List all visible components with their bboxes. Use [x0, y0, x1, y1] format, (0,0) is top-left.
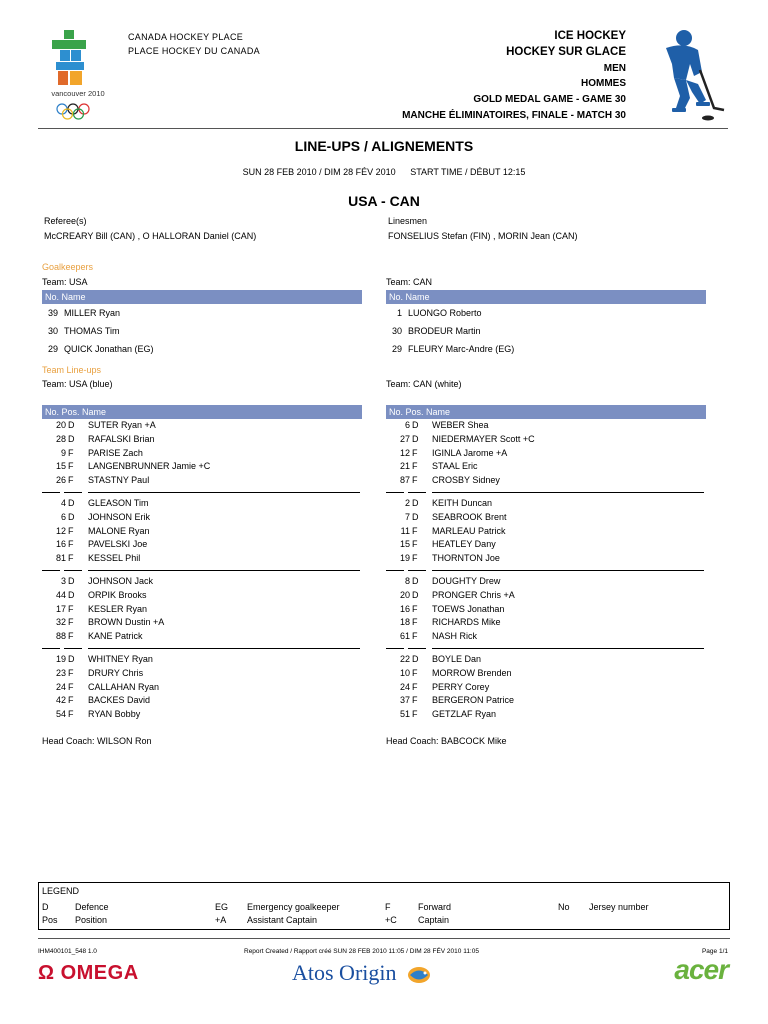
player-name: KANE Patrick: [88, 631, 143, 642]
report-created: Report Created / Rapport créé SUN 28 FEB 2010 11:05 / DIM 28 FÉV 2010 11:05: [244, 948, 479, 955]
player-row: [386, 603, 706, 617]
player-position: D: [68, 420, 75, 430]
hockey-player-icon: [644, 28, 728, 124]
player-position: F: [68, 447, 74, 458]
player-name: MARLEAU Patrick: [432, 525, 506, 536]
jersey-number: 9: [60, 447, 66, 458]
jersey-number: 2: [404, 497, 410, 508]
jersey-number: 20: [55, 420, 66, 430]
player-row: [386, 474, 706, 488]
player-position: D: [68, 433, 75, 444]
player-row: [386, 681, 706, 695]
player-position: D: [68, 511, 75, 522]
player-name: PARISE Zach: [88, 447, 143, 458]
player-row: [42, 616, 362, 630]
jersey-number: 44: [55, 589, 66, 600]
player-name: RYAN Bobby: [88, 709, 141, 720]
footer-divider: [38, 938, 730, 939]
jersey-number: 15: [55, 461, 66, 472]
player-row: [42, 667, 362, 681]
player-name: KESSEL Phil: [88, 553, 141, 564]
jersey-number: 87: [399, 475, 410, 486]
legend-code: F: [385, 902, 391, 912]
player-position: F: [68, 709, 74, 720]
legend-text: Assistant Captain: [247, 915, 318, 925]
jersey-number: 8: [404, 575, 410, 586]
player-row: [42, 511, 362, 525]
player-position: F: [412, 603, 418, 614]
player-name: WHITNEY Ryan: [88, 653, 153, 664]
player-name: BACKES David: [88, 695, 151, 706]
legend-text: Position: [75, 915, 108, 925]
player-position: D: [68, 575, 75, 586]
player-row: [386, 575, 706, 589]
player-position: F: [68, 631, 74, 642]
event-line-3: MEN: [603, 62, 626, 74]
event-line-5: GOLD MEDAL GAME - GAME 30: [473, 94, 626, 106]
venue-line-2: PLACE HOCKEY DU CANADA: [128, 46, 260, 56]
jersey-number: 24: [55, 681, 66, 692]
player-name: STASTNY Paul: [88, 475, 150, 486]
lineups-header: No. Pos. Name: [386, 405, 706, 419]
player-position: D: [412, 433, 419, 444]
player-name: CROSBY Sidney: [432, 475, 500, 486]
header-divider: [38, 128, 728, 129]
jersey-number: 3: [60, 575, 66, 586]
legend-code: No: [558, 902, 570, 912]
match-title: USA - CAN: [348, 193, 420, 209]
player-row: [42, 708, 362, 722]
goalkeeper-row: [42, 304, 362, 322]
player-name: PAVELSKI Joe: [88, 539, 148, 550]
head-coach: Head Coach: WILSON Ron: [42, 735, 152, 746]
player-row: [386, 460, 706, 474]
goalkeepers-can: [386, 277, 706, 358]
player-position: F: [412, 539, 418, 550]
goalkeeper-row: [386, 304, 706, 322]
player-name: JOHNSON Jack: [88, 575, 154, 586]
player-name: WEBER Shea: [432, 420, 489, 430]
player-name: CALLAHAN Ryan: [88, 681, 160, 692]
lineups-list: [42, 419, 362, 722]
player-name: SUTER Ryan +A: [88, 420, 156, 430]
player-row: [386, 525, 706, 539]
player-name: MILLER Ryan: [64, 308, 121, 318]
goalkeepers-list: [386, 304, 706, 358]
jersey-number: 39: [47, 308, 58, 318]
goalkeeper-row: [42, 340, 362, 358]
jersey-number: 29: [391, 344, 402, 354]
player-name: RAFALSKI Brian: [88, 433, 155, 444]
player-name: LUONGO Roberto: [408, 308, 482, 318]
jersey-number: 24: [399, 681, 410, 692]
event-line-4: HOMMES: [581, 78, 626, 90]
player-position: F: [412, 475, 418, 486]
logo-text: vancouver 2010: [51, 89, 105, 98]
jersey-number: 18: [399, 617, 410, 628]
player-position: D: [68, 589, 75, 600]
player-row: [42, 419, 362, 433]
jersey-number: 16: [399, 603, 410, 614]
player-name: PERRY Corey: [432, 681, 490, 692]
jersey-number: 12: [399, 447, 410, 458]
jersey-number: 15: [399, 539, 410, 550]
player-row: [42, 681, 362, 695]
player-position: F: [68, 681, 74, 692]
player-name: LANGENBRUNNER Jamie +C: [88, 461, 211, 472]
player-row: [386, 589, 706, 603]
jersey-number: 19: [399, 553, 410, 564]
jersey-number: 42: [55, 695, 66, 706]
venue-name: [128, 30, 260, 58]
player-row: [42, 474, 362, 488]
legend-code: +A: [215, 915, 227, 925]
legend-code: Pos: [42, 915, 58, 925]
player-position: F: [412, 631, 418, 642]
player-position: D: [412, 420, 419, 430]
player-position: F: [68, 525, 74, 536]
player-row: [42, 575, 362, 589]
player-row: [42, 447, 362, 461]
goalkeepers-section-label: Goalkeepers: [42, 262, 94, 272]
legend-text: Emergency goalkeeper: [247, 902, 340, 912]
player-position: F: [412, 617, 418, 628]
player-position: F: [412, 681, 418, 692]
player-row: [386, 694, 706, 708]
player-name: KESLER Ryan: [88, 603, 148, 614]
player-position: D: [412, 511, 419, 522]
date-line: [0, 167, 768, 177]
goalkeepers-list: [42, 304, 362, 358]
player-name: RICHARDS Mike: [432, 617, 501, 628]
jersey-number: 19: [55, 653, 66, 664]
player-row: [42, 589, 362, 603]
jersey-number: 61: [399, 631, 410, 642]
jersey-number: 7: [404, 511, 410, 522]
event-line-6: MANCHE ÉLIMINATOIRES, FINALE - MATCH 30: [402, 109, 626, 121]
line-separator: [386, 644, 706, 653]
goalkeeper-row: [386, 322, 706, 340]
player-position: D: [412, 497, 419, 508]
page-title: LINE-UPS / ALIGNEMENTS: [294, 138, 474, 154]
goalkeepers-usa: [42, 277, 362, 358]
jersey-number: 21: [399, 461, 410, 472]
player-name: BOYLE Dan: [432, 653, 482, 664]
legend-text: Defence: [75, 902, 109, 912]
jersey-number: 16: [55, 539, 66, 550]
team-label: Team: CAN (white): [386, 379, 462, 389]
jersey-number: 28: [55, 433, 66, 444]
jersey-number: 27: [399, 433, 410, 444]
jersey-number: 12: [55, 525, 66, 536]
goalkeepers-header: No. Name: [386, 290, 706, 304]
team-label: Team: USA (blue): [42, 379, 113, 389]
player-row: [386, 511, 706, 525]
player-name: TOEWS Jonathan: [432, 603, 505, 614]
line-separator: [42, 644, 362, 653]
player-row: [386, 667, 706, 681]
team-label: Team: CAN: [386, 277, 433, 287]
player-position: F: [412, 667, 418, 678]
player-position: F: [68, 667, 74, 678]
player-name: STAAL Eric: [432, 461, 478, 472]
player-position: D: [68, 497, 75, 508]
player-name: MALONE Ryan: [88, 525, 150, 536]
lineups-section-label: Team Line-ups: [42, 365, 102, 375]
acer-logo: acer: [674, 954, 728, 985]
goalkeeper-row: [42, 322, 362, 340]
jersey-number: 26: [55, 475, 66, 486]
referees-label: Referee(s): [44, 216, 87, 226]
jersey-number: 23: [55, 667, 66, 678]
player-name: JOHNSON Erik: [88, 511, 151, 522]
player-row: [386, 433, 706, 447]
legend-code: +C: [385, 915, 397, 925]
player-name: GLEASON Tim: [88, 497, 149, 508]
document-code: IHM400101_548 1.0: [38, 948, 97, 955]
goalkeeper-row: [386, 340, 706, 358]
referees-value: McCREARY Bill (CAN) , O HALLORAN Daniel (CAN): [44, 231, 257, 241]
player-name: QUICK Jonathan (EG): [64, 344, 154, 354]
jersey-number: 6: [404, 420, 410, 430]
event-line-1: ICE HOCKEY: [554, 30, 626, 42]
line-separator: [386, 566, 706, 575]
venue-line-1: CANADA HOCKEY PLACE: [128, 32, 244, 42]
player-name: MORROW Brenden: [432, 667, 512, 678]
player-row: [386, 538, 706, 552]
linesmen-label: Linesmen: [388, 216, 428, 226]
player-position: F: [412, 461, 418, 472]
player-row: [42, 525, 362, 539]
player-row: [42, 694, 362, 708]
start-time: START TIME / DÉBUT 12:15: [410, 167, 526, 177]
jersey-number: 54: [55, 709, 66, 720]
jersey-number: 51: [399, 709, 410, 720]
legend-code: D: [42, 902, 49, 912]
player-name: NASH Rick: [432, 631, 478, 642]
jersey-number: 88: [55, 631, 66, 642]
player-position: F: [68, 617, 74, 628]
player-position: F: [68, 475, 74, 486]
legend-box: [38, 882, 730, 930]
player-position: F: [412, 447, 418, 458]
player-name: BRODEUR Martin: [408, 326, 481, 336]
vancouver-2010-logo: [38, 28, 118, 124]
player-position: D: [68, 653, 75, 664]
player-position: F: [68, 539, 74, 550]
omega-logo: Ω OMEGA: [38, 962, 139, 984]
player-name: THORNTON Joe: [432, 553, 500, 564]
player-row: [386, 616, 706, 630]
goalkeepers-header: No. Name: [42, 290, 362, 304]
jersey-number: 81: [55, 553, 66, 564]
player-row: [386, 447, 706, 461]
jersey-number: 22: [399, 653, 410, 664]
event-line-2: HOCKEY SUR GLACE: [506, 45, 626, 58]
player-row: [386, 630, 706, 644]
lineups-header: No. Pos. Name: [42, 405, 362, 419]
player-position: F: [412, 695, 418, 706]
line-separator: [42, 566, 362, 575]
jersey-number: 37: [399, 695, 410, 706]
player-name: FLEURY Marc-Andre (EG): [408, 344, 515, 354]
player-name: DRURY Chris: [88, 667, 144, 678]
player-row: [42, 460, 362, 474]
player-position: F: [68, 461, 74, 472]
head-coach: Head Coach: BABCOCK Mike: [386, 735, 507, 746]
player-position: F: [412, 553, 418, 564]
jersey-number: 20: [399, 589, 410, 600]
lineups-list: [386, 419, 706, 722]
player-position: F: [68, 603, 74, 614]
jersey-number: 11: [400, 525, 410, 536]
team-label: Team: USA: [42, 277, 88, 287]
player-row: [386, 497, 706, 511]
player-name: DOUGHTY Drew: [432, 575, 501, 586]
jersey-number: 1: [396, 308, 402, 318]
player-name: PRONGER Chris +A: [432, 589, 515, 600]
atos-origin-text: Atos Origin: [292, 960, 397, 985]
legend-text: Forward: [418, 902, 452, 912]
legend-text: Captain: [418, 915, 450, 925]
player-row: [42, 433, 362, 447]
jersey-number: 4: [60, 497, 66, 508]
player-name: KEITH Duncan: [432, 497, 493, 508]
player-position: D: [412, 575, 419, 586]
legend-code: EG: [215, 902, 229, 912]
jersey-number: 30: [47, 326, 58, 336]
event-info: [402, 29, 626, 124]
line-separator: [42, 488, 362, 497]
player-row: [386, 419, 706, 433]
legend-title: LEGEND: [42, 886, 80, 896]
player-row: [42, 497, 362, 511]
player-name: SEABROOK Brent: [432, 511, 507, 522]
jersey-number: 17: [55, 603, 66, 614]
player-name: BERGERON Patrice: [432, 695, 515, 706]
page-number: Page 1/1: [701, 948, 728, 955]
player-row: [42, 630, 362, 644]
game-date: SUN 28 FEB 2010 / DIM 28 FÉV 2010: [242, 167, 396, 177]
player-name: THOMAS Tim: [64, 326, 120, 336]
atos-origin-logo: [292, 960, 434, 986]
player-row: [386, 708, 706, 722]
player-name: BROWN Dustin +A: [88, 617, 165, 628]
player-name: ORPIK Brooks: [88, 589, 147, 600]
player-row: [42, 603, 362, 617]
player-name: GETZLAF Ryan: [432, 709, 497, 720]
player-name: NIEDERMAYER Scott +C: [432, 433, 535, 444]
player-position: F: [412, 525, 418, 536]
player-row: [42, 538, 362, 552]
player-name: HEATLEY Dany: [432, 539, 496, 550]
legend-text: Jersey number: [589, 902, 649, 912]
linesmen-value: FONSELIUS Stefan (FIN) , MORIN Jean (CAN): [388, 231, 578, 241]
jersey-number: 30: [391, 326, 402, 336]
player-position: F: [68, 553, 74, 564]
jersey-number: 6: [60, 511, 66, 522]
jersey-number: 29: [47, 344, 58, 354]
player-row: [42, 552, 362, 566]
player-position: D: [412, 589, 419, 600]
lineups-usa: [42, 379, 362, 746]
player-row: [386, 552, 706, 566]
player-name: IGINLA Jarome +A: [432, 447, 508, 458]
lineups-can: [386, 379, 706, 746]
player-row: [42, 653, 362, 667]
jersey-number: 32: [55, 617, 66, 628]
jersey-number: 10: [399, 667, 410, 678]
line-separator: [386, 488, 706, 497]
fish-icon: [404, 964, 434, 986]
player-position: F: [68, 695, 74, 706]
player-position: D: [412, 653, 419, 664]
player-row: [386, 653, 706, 667]
player-position: F: [412, 709, 418, 720]
